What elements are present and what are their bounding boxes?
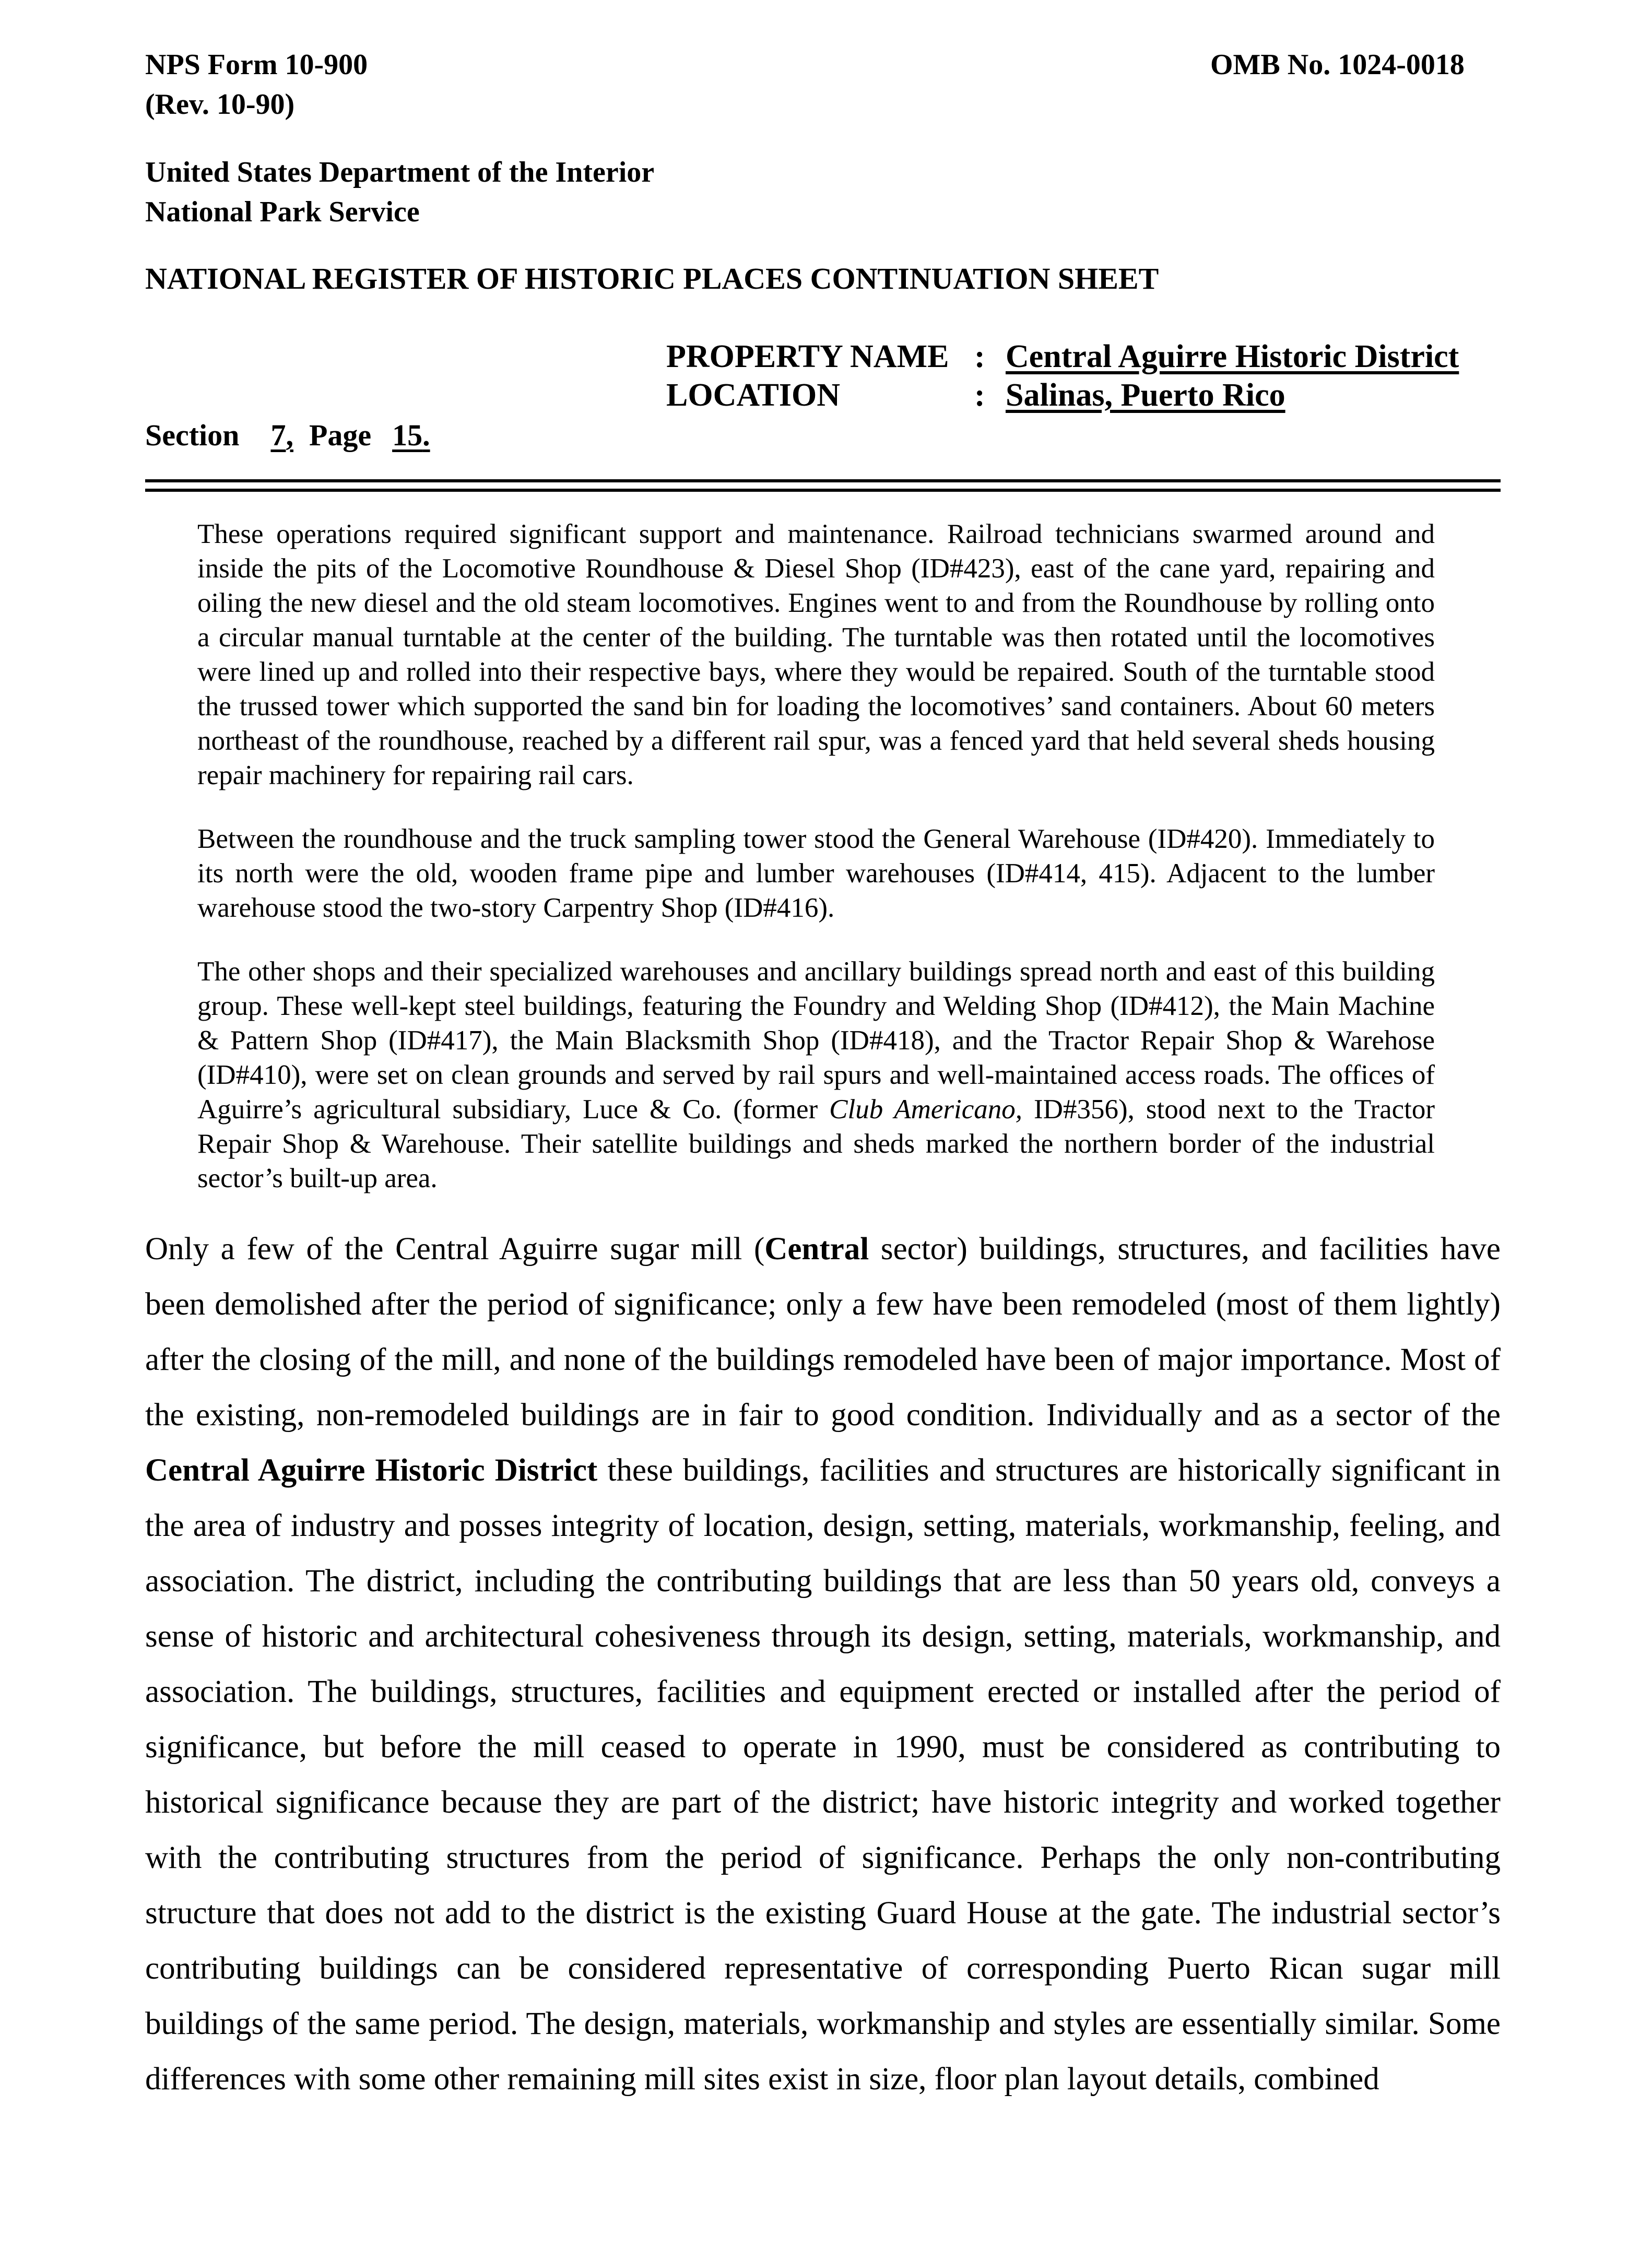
sheet-title: NATIONAL REGISTER OF HISTORIC PLACES CONTINUATION SHEET <box>145 262 1159 295</box>
body-text-1: Only a few of the Central Aguirre sugar mill ( <box>145 1232 765 1267</box>
property-name-row <box>666 337 1459 376</box>
quote-paragraph-1: These operations required significant support and maintenance. Railroad technicians swarmed around and inside the pits of the Locomotive Roundhouse & Diesel Shop (ID#423), east of the cane yard, repairing and oiling the new diesel and the old steam locomotives. Engines went to and from the Roundhouse by rolling onto a circular manual turntable at the center of the building. The turntable was then rotated until the locomotives were lined up and rolled into their respective bays, where they would be repaired. South of the turntable stood the trussed tower which supported the sand bin for loading the locomotives’ sand containers. About 60 meters northeast of the roundhouse, reached by a different rail spur, was a fenced yard that held several sheds housing repair machinery for repairing rail cars. <box>197 519 1435 790</box>
location-label: LOCATION <box>666 377 841 413</box>
section-page-line <box>145 416 441 455</box>
section-label: Section <box>145 418 240 452</box>
form-identifier <box>145 45 368 124</box>
divider-line-top <box>145 479 1501 482</box>
quote-p3-text-2: ID#356), stood next to the Tractor Repair Shop & Warehouse. Their satellite buildings and sheds marked the northern border of the industrial sector’s built-up area. <box>197 1094 1435 1193</box>
body-text-2: sector) buildings, structures, and facilities have been demolished after the period of significance; only a few have been remodeled (most of them lightly) after the closing of the mill, and none of the buildings remodeled have been of major importance. Most of the existing, non-remodeled buildings are in fair to good condition. Individually and as a sector of the <box>145 1232 1501 1433</box>
body-paragraph <box>145 1222 1501 2107</box>
page-number: 15. <box>392 418 430 452</box>
property-name-colon: : <box>974 339 985 374</box>
form-revision: (Rev. 10-90) <box>145 88 295 121</box>
quote-paragraph-2: Between the roundhouse and the truck sampling tower stood the General Warehouse (ID#420). Immediately to its north were the old, wooden frame pipe and lumber warehouses (ID#414, 415). Adjacent to the lumber warehouse stood the two-story Carpentry Shop (ID#416). <box>197 824 1435 923</box>
section-number-value: 7 <box>270 418 286 452</box>
body-bold-central: Central <box>764 1232 869 1267</box>
quote-p3-italic: Club Americano, <box>829 1094 1023 1125</box>
body-bold-district: Central Aguirre Historic District <box>145 1453 598 1488</box>
property-name-label: PROPERTY NAME <box>666 339 949 374</box>
main-body-text <box>145 1222 1501 2107</box>
location-row <box>666 376 1459 415</box>
department-name: United States Department of the Interior <box>145 156 655 188</box>
form-name: NPS Form 10-900 <box>145 49 368 81</box>
body-text-3: these buildings, facilities and structures are historically significant in the area of industry and posses integrity of location, design, setting, materials, workmanship, feeling, and association. The district, including the contributing buildings that are less than 50 years old, conveys a sense of historic and architectural cohesiveness through its design, setting, materials, workmanship, and association. The buildings, structures, facilities and equipment erected or installed after the period of significance, but before the mill ceased to operate in 1990, must be considered as contributing to historical significance because they are part of the district; have historic integrity and worked together with the contributing structures from the period of significance. Perhaps the only non-contributing structure that does not add to the district is the existing Guard House at the gate. The industrial sector’s contributing buildings can be considered representative of corresponding Puerto Rican sugar mill buildings of the same period. The design, materials, workmanship and styles are essentially similar. Some differences with some other remaining mill sites exist in size, floor plan layout details, combined <box>145 1453 1501 2097</box>
property-info <box>666 337 1459 415</box>
location-value: Salinas, Puerto Rico <box>1006 377 1285 413</box>
quote-paragraph-3 <box>197 954 1435 1196</box>
indented-quote-block <box>197 517 1435 1225</box>
property-name-value: Central Aguirre Historic District <box>1006 339 1459 374</box>
page-number-value: 15 <box>392 418 423 452</box>
quote-p3-text-1: The other shops and their specialized warehouses and ancillary buildings spread north and east of this building group. These well-kept steel buildings, featuring the Foundry and Welding Shop (ID#412), the Main Machine & Pattern Shop (ID#417), the Main Blacksmith Shop (ID#418), and the Tractor Repair Shop & Warehose (ID#410), were set on clean grounds and served by rail spurs and well-maintained access roads. The offices of Aguirre’s agricultural subsidiary, Luce & Co. (former <box>197 956 1435 1125</box>
page-label: Page <box>309 418 372 452</box>
omb-number: OMB No. 1024-0018 <box>1210 49 1465 81</box>
agency-block <box>145 152 654 232</box>
section-number: 7, <box>270 418 293 452</box>
service-name: National Park Service <box>145 196 420 228</box>
location-colon: : <box>974 377 985 413</box>
divider-line-bottom <box>145 489 1501 492</box>
